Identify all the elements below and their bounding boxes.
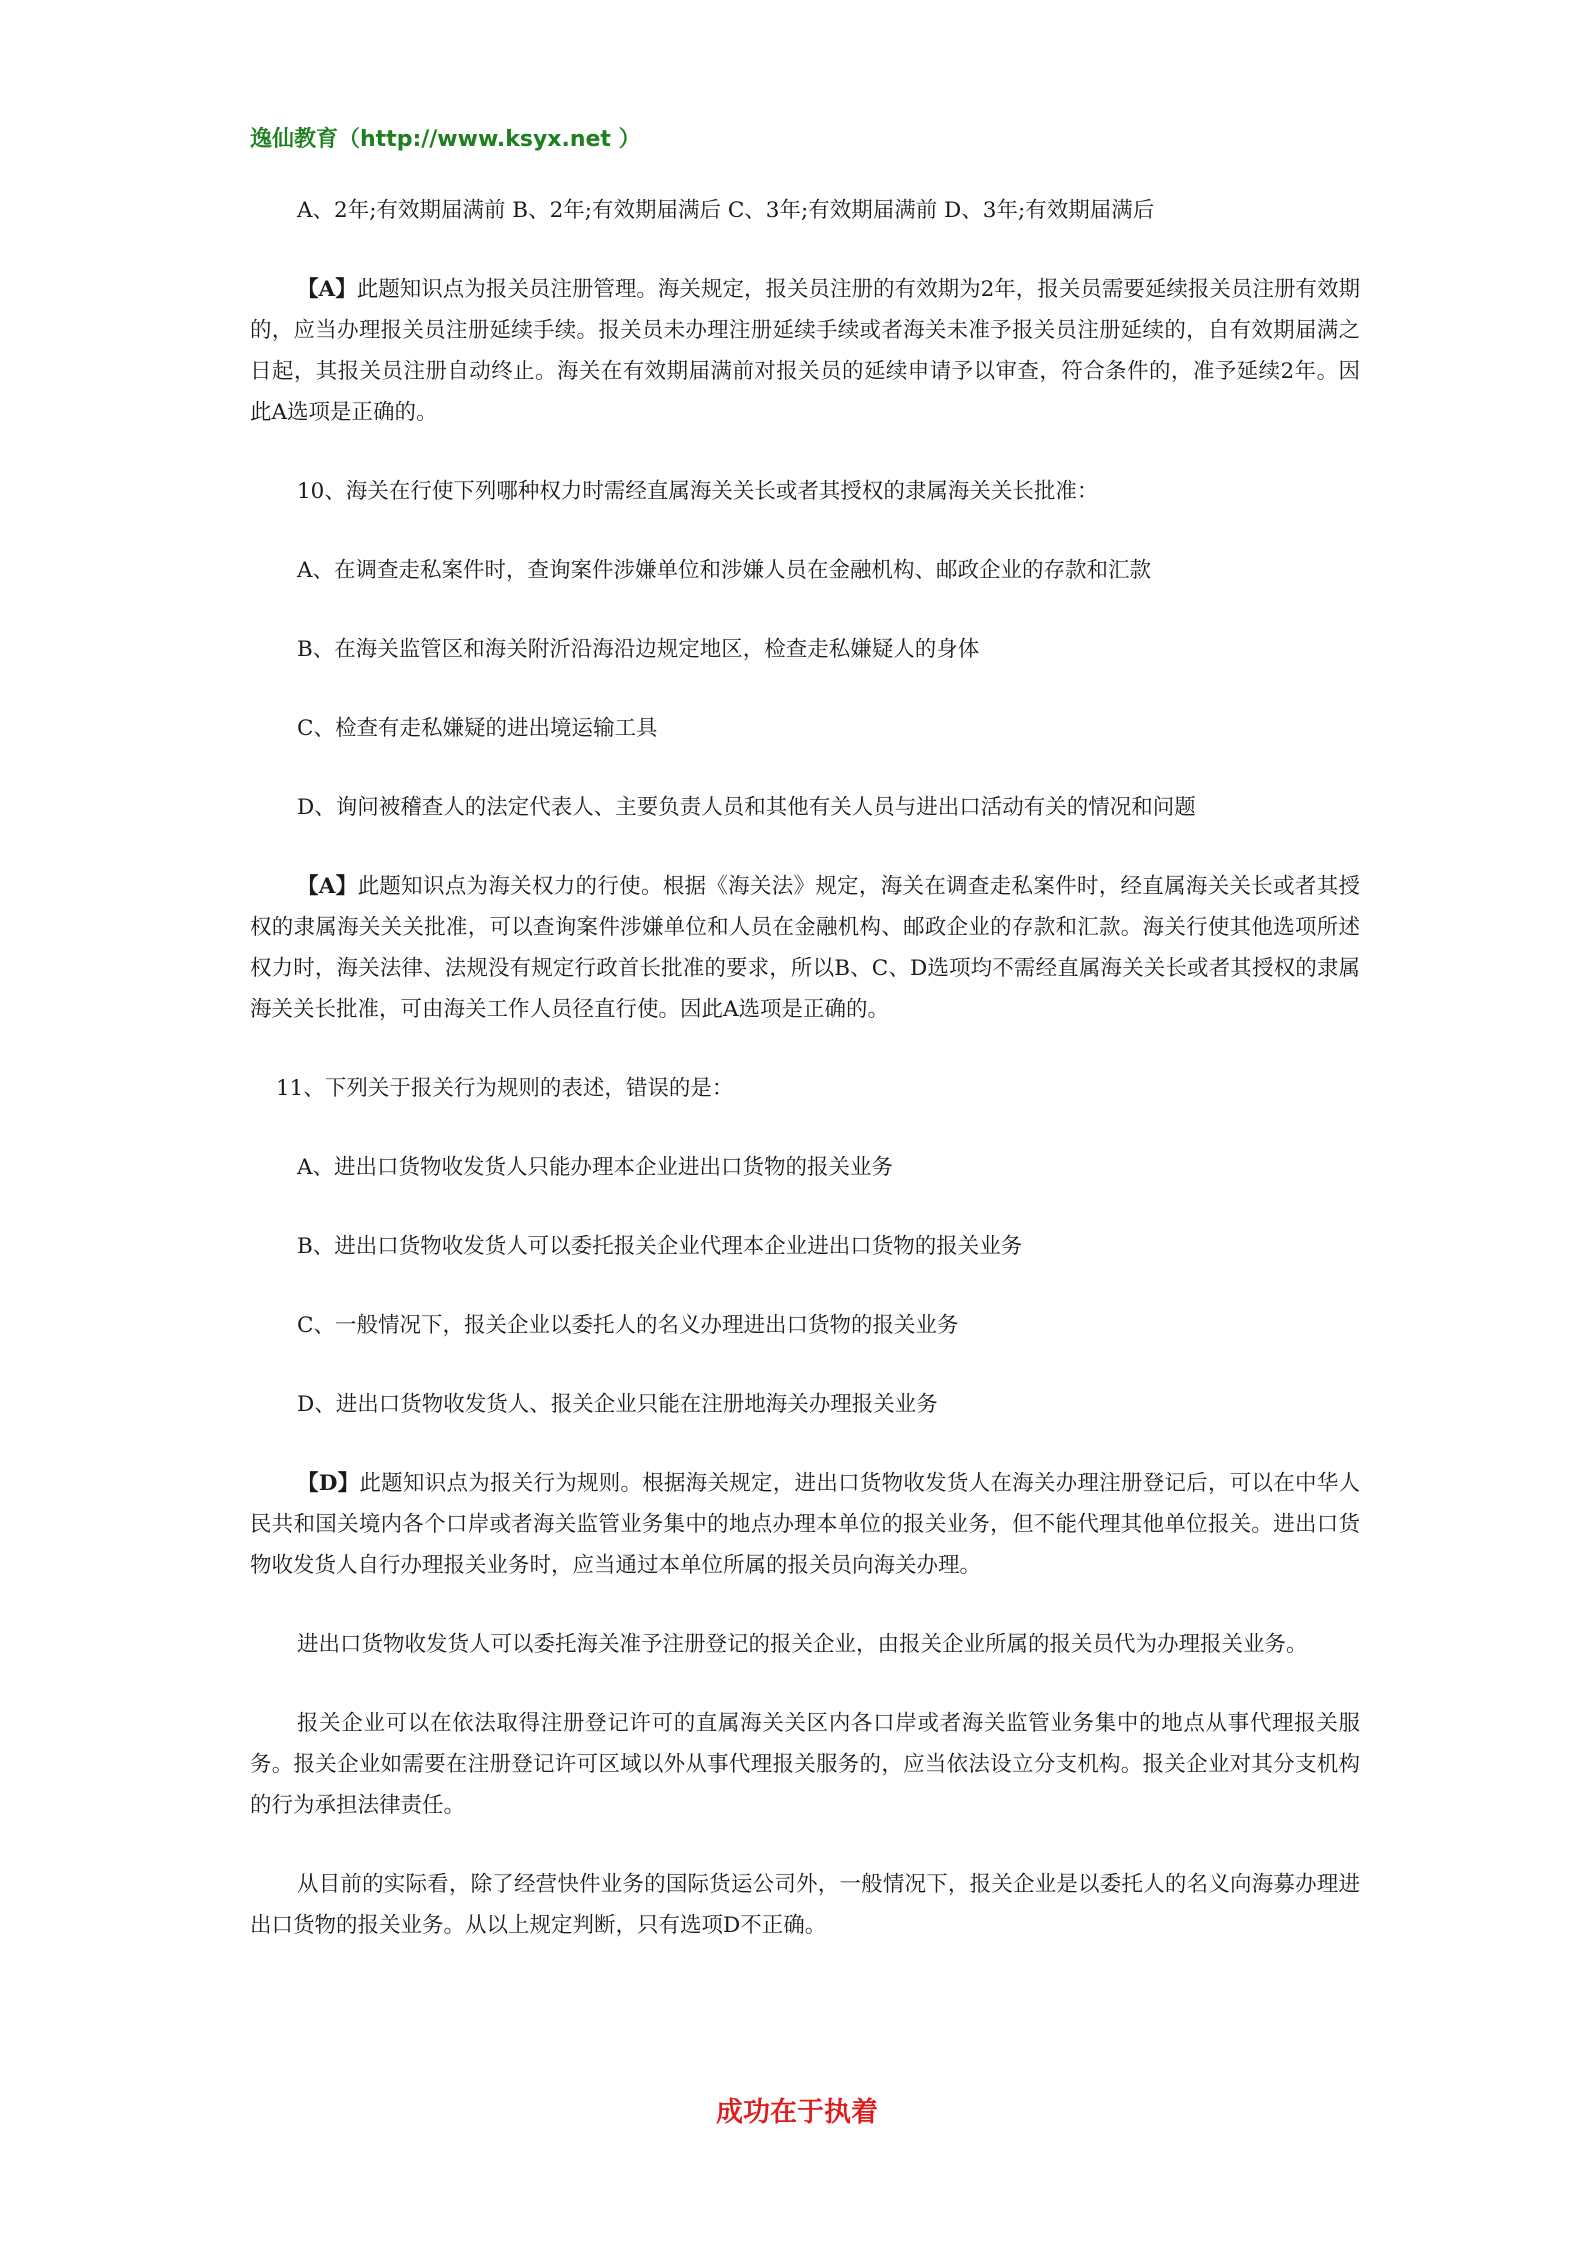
explanation-paragraph: 报关企业可以在依法取得注册登记许可的直属海关关区内各口岸或者海关监管业务集中的地点从事代理报关服务。报关企业如需要在注册登记许可区域以外从事代理报关服务的，应当依法设立分支机构。报关企业对其分支机构的行为承担法律责任。 <box>250 1711 1360 1818</box>
answer-mark: 【A】 <box>297 874 358 899</box>
option-c: C、一般情况下，报关企业以委托人的名义办理进出口货物的报关业务 <box>297 1313 959 1338</box>
option-c: C、检查有走私嫌疑的进出境运输工具 <box>297 716 658 741</box>
option-b: B、进出口货物收发货人可以委托报关企业代理本企业进出口货物的报关业务 <box>297 1234 1023 1259</box>
question-10: 10、海关在行使下列哪种权力时需经直属海关关长或者其授权的隶属海关关长批准： <box>297 479 1099 504</box>
header-text: 逸仙教育（http://www.ksyx.net ） <box>250 127 641 152</box>
footer-slogan: 成功在于执着 <box>716 2097 878 2128</box>
answer-text: 此题知识点为报关员注册管理。海关规定，报关员注册的有效期为2年，报关员需要延续报关员注册有效期的，应当办理报关员注册延续手续。报关员未办理注册延续手续或者海关未准予报关员注册延续的，自有效期届满之日起，其报关员注册自动终止。海关在有效期届满前对报关员的延续申请予以审查，符合条件的，准予延续2年。因此A选项是正确的。 <box>250 277 1361 425</box>
answer-mark: 【D】 <box>297 1471 360 1496</box>
option-a: A、进出口货物收发货人只能办理本企业进出口货物的报关业务 <box>297 1155 894 1180</box>
explanation-paragraph: 从目前的实际看，除了经营快件业务的国际货运公司外，一般情况下，报关企业是以委托人的名义向海募办理进出口货物的报关业务。从以上规定判断，只有选项D不正确。 <box>250 1872 1360 1938</box>
option-a: A、在调查走私案件时，查询案件涉嫌单位和涉嫌人员在金融机构、邮政企业的存款和汇款 <box>297 558 1152 583</box>
answer-mark: 【A】 <box>297 277 357 302</box>
options-line: A、2年;有效期届满前 B、2年;有效期届满后 C、3年;有效期届满前 D、3年;有效期届满后 <box>297 198 1155 223</box>
document-body <box>250 190 1360 1984</box>
answer-text: 此题知识点为报关行为规则。根据海关规定，进出口货物收发货人在海关办理注册登记后，可以在中华人民共和国关境内各个口岸或者海关监管业务集中的地点办理本单位的报关业务，但不能代理其他单位报关。进出口货物收发货人自行办理报关业务时，应当通过本单位所属的报关员向海关办理。 <box>250 1471 1360 1578</box>
answer-paragraph <box>250 866 1360 1030</box>
question-11: 11、下列关于报关行为规则的表述，错误的是： <box>276 1076 734 1101</box>
option-b: B、在海关监管区和海关附沂沿海沿边规定地区，检查走私嫌疑人的身体 <box>297 637 980 662</box>
option-d: D、进出口货物收发货人、报关企业只能在注册地海关办理报关业务 <box>297 1392 938 1417</box>
answer-paragraph <box>250 269 1360 433</box>
answer-text: 此题知识点为海关权力的行使。根据《海关法》规定，海关在调查走私案件时，经直属海关关长或者其授权的隶属海关关关批准，可以查询案件涉嫌单位和人员在金融机构、邮政企业的存款和汇款。海关行使其他选项所述权力时，海关法律、法规没有规定行政首长批准的要求，所以B、C、D选项均不需经直属海关关长或者其授权的隶属海关关长批准，可由海关工作人员径直行使。因此A选项是正确的。 <box>250 874 1360 1022</box>
answer-paragraph <box>250 1463 1360 1586</box>
explanation-paragraph: 进出口货物收发货人可以委托海关准予注册登记的报关企业，由报关企业所属的报关员代为办理报关业务。 <box>297 1632 1308 1657</box>
option-d: D、询问被稽查人的法定代表人、主要负责人员和其他有关人员与进出口活动有关的情况和问题 <box>297 795 1196 820</box>
